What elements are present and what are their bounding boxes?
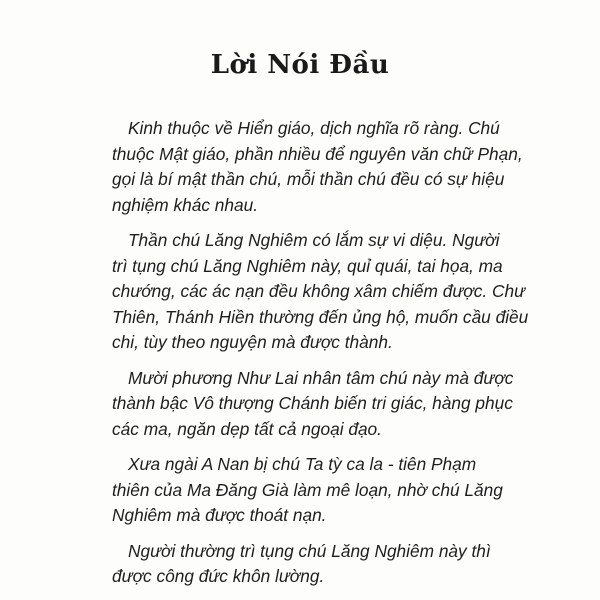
paragraph-line: gọi là bí mật thần chú, mỗi thần chú đều có sự hiệu: [112, 169, 505, 189]
paragraph-line: Nghiêm mà được thoát nạn.: [112, 505, 327, 525]
paragraph-line: Thần chú Lăng Nghiêm có lắm sự vi diệu. Người: [128, 230, 500, 250]
paragraph-line: Thiên, Thánh Hiền thường đến ủng hộ, muốn cầu điều: [112, 306, 529, 327]
paragraph-line: Mười phương Như Lai nhân tâm chú này mà được: [128, 367, 514, 388]
paragraph-line: được công đức khôn lường.: [112, 566, 325, 586]
paragraph-line: thiên của Ma Đăng Già làm mê loạn, nhờ chú Lăng: [112, 479, 503, 500]
paragraph-line: các ma, ngăn dẹp tất cả ngoại đạo.: [112, 418, 382, 439]
paragraph: [106, 452, 526, 529]
paragraph-line: nghiệm khác nhau.: [112, 194, 259, 215]
page-title: Lời Nói Đầu: [210, 50, 390, 80]
paragraph: [106, 228, 529, 356]
paragraph: [106, 366, 526, 443]
paragraph-line: chi, tùy theo nguyện mà được thành.: [112, 332, 393, 352]
preface-body: [106, 116, 529, 600]
paragraph-line: chướng, các ác nạn đều không xâm chiếm được. Chư: [112, 281, 526, 301]
paragraph: [106, 116, 526, 218]
paragraph-line: trì tụng chú Lăng Nghiêm này, quỉ quái, tai họa, ma: [112, 255, 503, 276]
paragraph-line: thành bậc Vô thượng Chánh biến tri giác, hàng phục: [112, 393, 513, 413]
paragraph-line: thuộc Mật giáo, phần nhiều để nguyên văn chữ Phạn,: [112, 143, 523, 164]
paragraph-line: Xưa ngài A Nan bị chú Ta tỳ ca la - tiên Phạm: [128, 454, 477, 474]
paragraph-line: Người thường trì tụng chú Lăng Nghiêm này thì: [128, 540, 491, 561]
paragraph-line: Kinh thuộc về Hiển giáo, dịch nghĩa rõ ràng. Chú: [128, 118, 500, 138]
paragraph: [106, 539, 526, 590]
